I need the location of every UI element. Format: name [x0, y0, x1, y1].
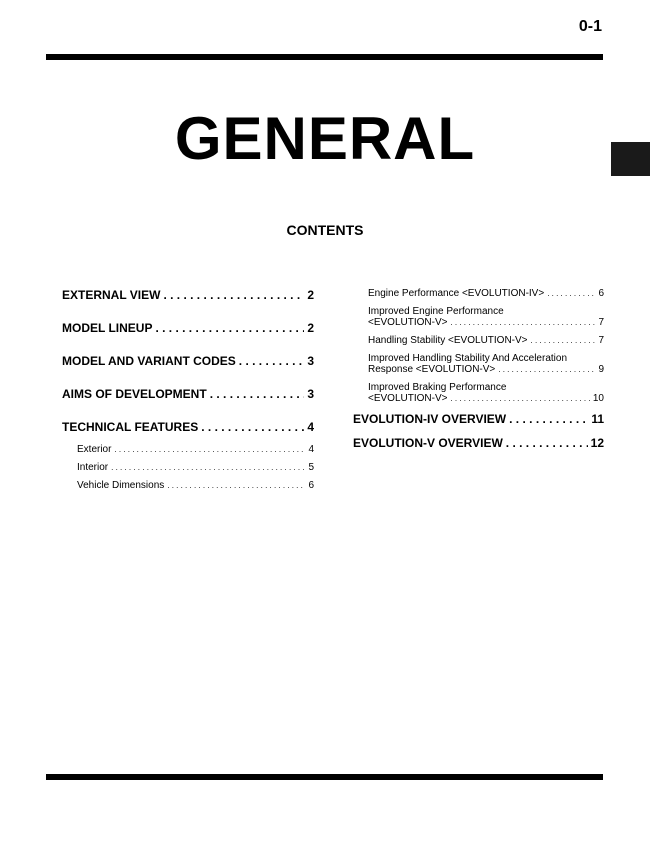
toc-entry-label: Vehicle Dimensions — [77, 480, 165, 491]
toc-entry-label: EVOLUTION-IV OVERVIEW — [353, 412, 507, 426]
toc-right-column — [353, 288, 604, 460]
toc-entry-model-lineup[interactable] — [62, 321, 314, 335]
toc-entry-page: 4 — [308, 444, 314, 455]
toc-entry-evolution-v-overview[interactable] — [353, 436, 604, 450]
leader-dots — [450, 317, 595, 328]
page-title: GENERAL — [174, 105, 476, 172]
toc-entry-label-line1: Improved Engine Performance — [368, 306, 504, 317]
toc-entry-label-line1: Improved Braking Performance — [368, 382, 507, 393]
toc-entry-page: 3 — [307, 354, 314, 368]
contents-heading: CONTENTS — [286, 222, 364, 238]
leader-dots — [506, 436, 588, 450]
toc-entry-label: AIMS OF DEVELOPMENT — [62, 387, 207, 401]
toc-entry-label: EVOLUTION-V OVERVIEW — [353, 436, 503, 450]
toc-entry-page: 6 — [598, 288, 604, 299]
toc-entry-aims-of-development[interactable] — [62, 387, 314, 401]
toc-entry-label: Exterior — [77, 444, 112, 455]
leader-dots — [114, 444, 305, 455]
toc-entry-page: 7 — [598, 335, 604, 346]
leader-dots — [163, 288, 304, 302]
leader-dots — [509, 412, 588, 426]
toc-subentry-improved-braking[interactable] — [368, 382, 604, 404]
leader-dots — [167, 480, 305, 491]
bottom-rule — [46, 774, 603, 780]
toc-entry-page: 12 — [590, 436, 604, 450]
toc-entry-page: 3 — [307, 387, 314, 401]
leader-dots — [547, 288, 595, 299]
toc-entry-page: 4 — [307, 420, 314, 434]
toc-entry-model-variant-codes[interactable] — [62, 354, 314, 368]
toc-entry-page: 5 — [308, 462, 314, 473]
toc-entry-page: 10 — [592, 393, 604, 404]
leader-dots — [498, 364, 595, 375]
toc-entry-page: 11 — [591, 412, 604, 426]
toc-entry-external-view[interactable] — [62, 288, 314, 302]
toc-entry-label: Interior — [77, 462, 109, 473]
toc-entry-label: MODEL LINEUP — [62, 321, 153, 335]
toc-subentry-improved-engine-performance[interactable] — [368, 306, 604, 328]
toc-entry-label: MODEL AND VARIANT CODES — [62, 354, 236, 368]
toc-entry-page: 2 — [307, 288, 314, 302]
page-number: 0-1 — [578, 18, 602, 35]
toc-subentry-handling-stability[interactable] — [368, 335, 604, 346]
toc-entry-page: 7 — [598, 317, 604, 328]
leader-dots — [531, 335, 596, 346]
toc-subentry-improved-handling-acceleration[interactable] — [368, 353, 604, 375]
toc-subentry-vehicle-dimensions[interactable] — [77, 480, 314, 491]
toc-subentry-engine-performance-evo-iv[interactable] — [368, 288, 604, 299]
toc-entry-label: Engine Performance <EVOLUTION-IV> — [368, 288, 545, 299]
toc-entry-label-line1: Improved Handling Stability And Acceleration — [368, 353, 568, 364]
toc-entry-evolution-iv-overview[interactable] — [353, 412, 604, 426]
leader-dots — [201, 420, 304, 434]
toc-entry-label: <EVOLUTION-V> — [368, 317, 448, 328]
toc-entry-label: EXTERNAL VIEW — [62, 288, 161, 302]
toc-entry-page: 6 — [308, 480, 314, 491]
leader-dots — [155, 321, 304, 335]
toc-left-column — [62, 288, 314, 498]
toc-subentry-exterior[interactable] — [77, 444, 314, 455]
top-rule — [46, 54, 603, 60]
toc-entry-page: 9 — [598, 364, 604, 375]
toc-subentry-interior[interactable] — [77, 462, 314, 473]
toc-entry-label: TECHNICAL FEATURES — [62, 420, 199, 434]
toc-entry-page: 2 — [307, 321, 314, 335]
toc-entry-label: Response <EVOLUTION-V> — [368, 364, 496, 375]
leader-dots — [111, 462, 305, 473]
leader-dots — [450, 393, 589, 404]
leader-dots — [210, 387, 305, 401]
toc-entry-technical-features[interactable] — [62, 420, 314, 434]
toc-entry-label: <EVOLUTION-V> — [368, 393, 448, 404]
toc-entry-label: Handling Stability <EVOLUTION-V> — [368, 335, 528, 346]
leader-dots — [239, 354, 305, 368]
